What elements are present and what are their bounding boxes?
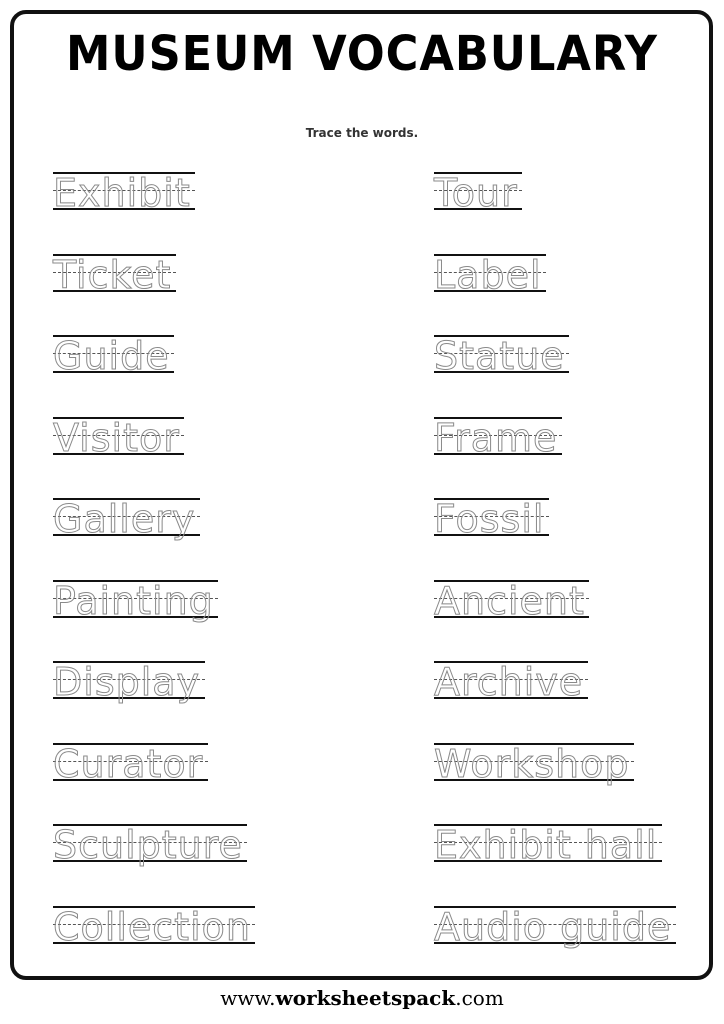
footer-suffix: .com [455, 986, 504, 1010]
trace-word: Frame [434, 415, 558, 460]
tracing-row [434, 823, 662, 867]
tracing-row [53, 660, 205, 704]
tracing-row [434, 415, 562, 460]
tracing-row [434, 252, 546, 297]
trace-word: Collection [53, 904, 251, 949]
tracing-row [53, 171, 195, 215]
worksheet-title: MUSEUM VOCABULARY [66, 26, 658, 82]
tracing-row [53, 497, 200, 541]
trace-word: Exhibit [53, 171, 191, 215]
tracing-row [434, 904, 676, 949]
footer-prefix: www. [220, 986, 276, 1010]
tracing-row [53, 252, 176, 297]
trace-word: Visitor [53, 415, 180, 460]
trace-word: Ticket [53, 252, 172, 297]
trace-word: Tour [434, 171, 518, 215]
footer-website[interactable] [0, 986, 724, 1010]
trace-word: Fossil [434, 497, 545, 541]
trace-word: Audio guide [434, 904, 672, 949]
trace-word: Workshop [434, 741, 630, 786]
tracing-row [53, 334, 174, 378]
tracing-row [53, 578, 218, 623]
tracing-row [434, 660, 588, 704]
tracing-row [53, 741, 208, 786]
trace-word: Gallery [53, 497, 196, 541]
trace-word: Ancient [434, 578, 585, 623]
tracing-row [434, 578, 589, 623]
tracing-row [53, 904, 255, 949]
trace-word: Display [53, 660, 201, 704]
trace-word: Guide [53, 334, 170, 378]
trace-word: Label [434, 252, 542, 297]
trace-word: Archive [434, 660, 584, 704]
trace-word: Exhibit hall [434, 823, 658, 867]
instruction-text: Trace the words. [305, 126, 419, 140]
tracing-row [434, 171, 522, 215]
footer-brand: worksheetspack [275, 986, 456, 1010]
trace-word: Sculpture [53, 823, 243, 867]
trace-word: Painting [53, 578, 214, 623]
trace-word: Statue [434, 334, 565, 378]
tracing-row [434, 334, 569, 378]
tracing-row [434, 741, 634, 786]
tracing-row [53, 823, 247, 867]
trace-word: Curator [53, 741, 204, 786]
tracing-row [434, 497, 549, 541]
tracing-row [53, 415, 184, 460]
